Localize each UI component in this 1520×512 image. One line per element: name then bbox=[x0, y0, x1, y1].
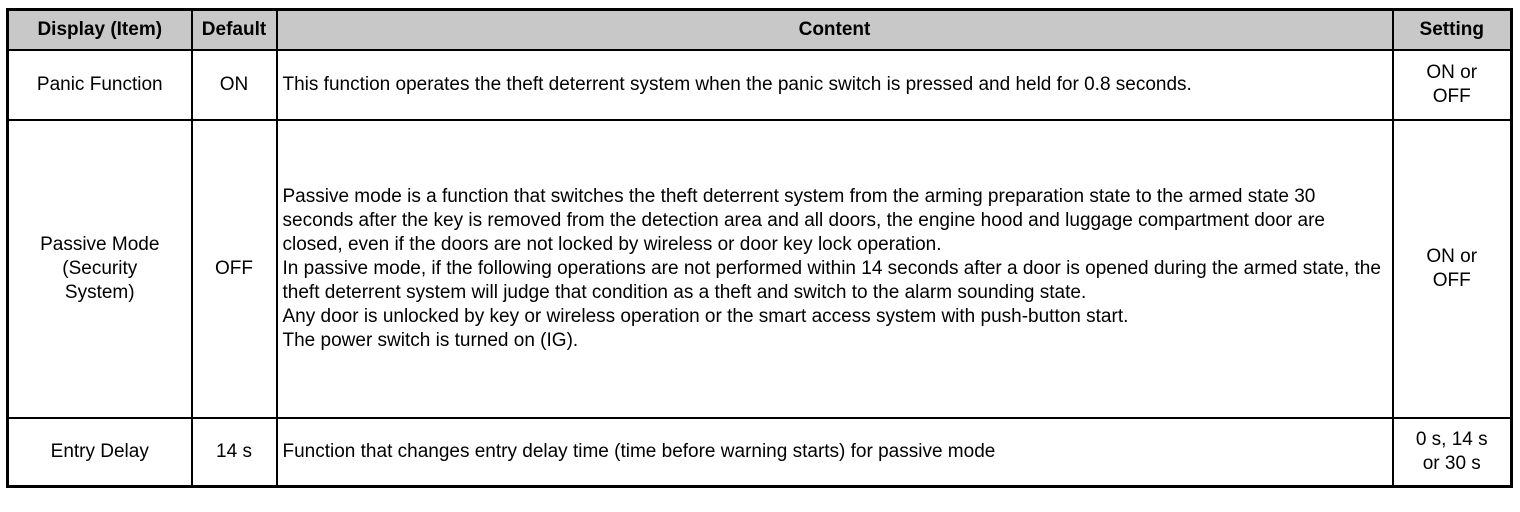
column-header-content: Content bbox=[277, 10, 1393, 51]
column-header-display-item: Display (Item) bbox=[8, 10, 192, 51]
table-header-row bbox=[8, 10, 1512, 51]
setting-cell bbox=[1393, 418, 1512, 487]
setting-line: 0 s, 14 s bbox=[1415, 429, 1488, 450]
item-cell bbox=[8, 418, 192, 487]
setting-line: OFF bbox=[1432, 86, 1471, 107]
settings-table bbox=[6, 8, 1513, 488]
default-cell: ON bbox=[192, 50, 277, 120]
content-cell bbox=[277, 50, 1393, 120]
content-paragraph: The power switch is turned on (IG). bbox=[282, 330, 579, 351]
column-header-default: Default bbox=[192, 10, 277, 51]
setting-line: OFF bbox=[1432, 270, 1471, 291]
content-paragraph: Function that changes entry delay time (time before warning starts) for passive mode bbox=[282, 441, 996, 462]
content-cell bbox=[277, 120, 1393, 418]
item-name: Entry Delay bbox=[50, 441, 149, 462]
item-cell bbox=[8, 50, 192, 120]
item-cell bbox=[8, 120, 192, 418]
content-cell bbox=[277, 418, 1393, 487]
content-paragraph: Passive mode is a function that switches the theft deterrent system from the arming preparation state to the armed state 30 seconds after the key is removed from the detection area and all doors, the engine hood and luggage compartment door are closed, even if the doors are not locked by wireless or door key lock operation. bbox=[282, 186, 1325, 255]
item-name: Panic Function bbox=[36, 74, 163, 95]
content-paragraph: This function operates the theft deterrent system when the panic switch is pressed and held for 0.8 seconds. bbox=[282, 74, 1192, 95]
item-name: Passive Mode bbox=[40, 234, 160, 255]
content-paragraph: In passive mode, if the following operations are not performed within 14 seconds after a door is opened during the armed state, the theft deterrent system will judge that condition as a theft and switch to the alarm sounding state. bbox=[282, 258, 1381, 303]
default-cell: OFF bbox=[192, 120, 277, 418]
table-row bbox=[8, 418, 1512, 487]
item-name: System) bbox=[64, 282, 135, 303]
setting-line: or 30 s bbox=[1422, 453, 1481, 474]
document-page bbox=[6, 8, 1513, 488]
table-row bbox=[8, 120, 1512, 418]
setting-line: ON or bbox=[1426, 62, 1478, 83]
setting-line: ON or bbox=[1426, 246, 1478, 267]
content-paragraph: Any door is unlocked by key or wireless operation or the smart access system with push-button start. bbox=[282, 306, 1129, 327]
setting-cell bbox=[1393, 50, 1512, 120]
column-header-setting: Setting bbox=[1393, 10, 1512, 51]
item-name: (Security bbox=[62, 258, 138, 279]
default-cell: 14 s bbox=[192, 418, 277, 487]
setting-cell bbox=[1393, 120, 1512, 418]
table-row bbox=[8, 50, 1512, 120]
